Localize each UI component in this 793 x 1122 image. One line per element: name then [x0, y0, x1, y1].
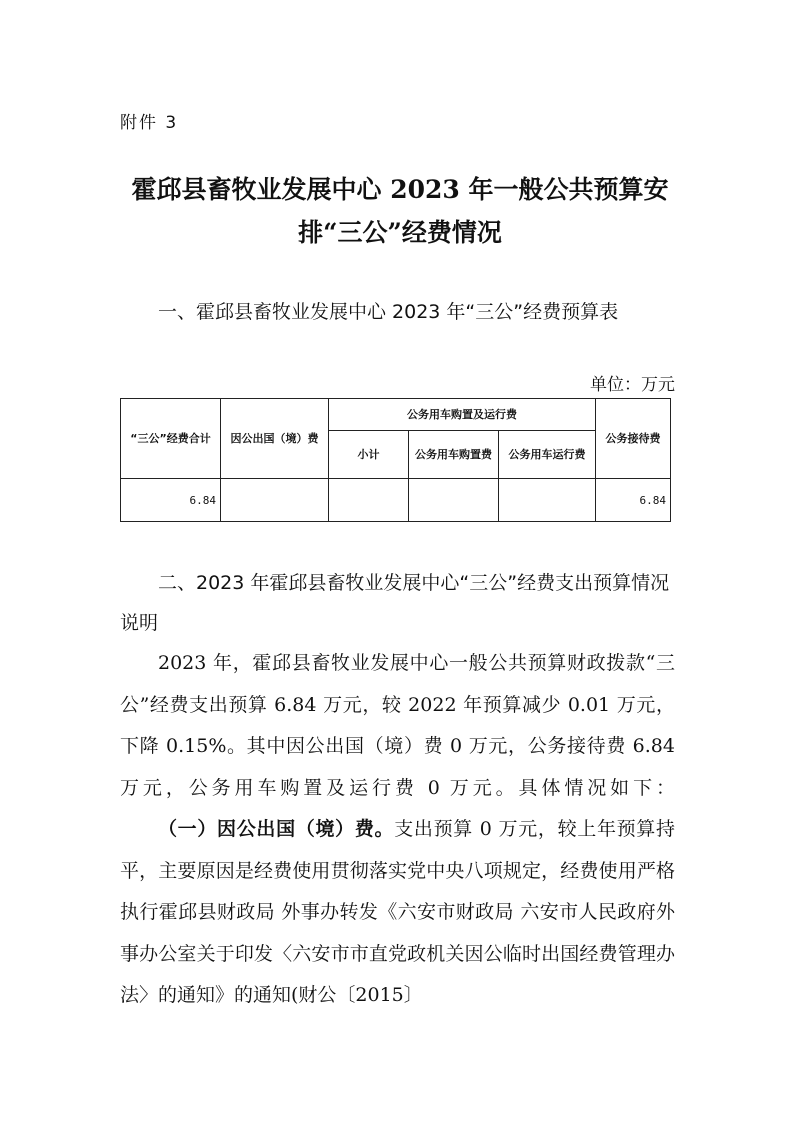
- header-reception: 公务接待费: [596, 399, 671, 479]
- paragraph-1: 2023 年，霍邱县畜牧业发展中心一般公共预算财政拨款“三公”经费支出预算 6.84 万元，较 2022 年预算减少 0.01 万元，下降 0.15%。其中因公出国（境）费 0 万元，公务接待费 6.84 万元，公务用车购置及运行费 0 万元。具体情况如下：: [120, 652, 675, 799]
- section1-heading: [120, 292, 675, 332]
- paragraph-2: [120, 809, 675, 1017]
- body-text: [120, 643, 675, 1017]
- header-total: “三公”经费合计: [121, 399, 221, 479]
- section1-heading-text: 一、霍邱县畜牧业发展中心 2023 年“三公”经费预算表: [158, 301, 619, 323]
- header-vehicle-purchase: 公务用车购置费: [409, 431, 499, 479]
- header-vehicle-group: 公务用车购置及运行费: [329, 399, 596, 431]
- cell-reception: 6.84: [596, 479, 671, 522]
- header-abroad: 因公出国（境）费: [221, 399, 329, 479]
- paragraph-2-text: 支出预算 0 万元，较上年预算持平，主要原因是经费使用贯彻落实党中央八项规定，经费使用严格执行霍邱县财政局 外事办转发《六安市财政局 六安市人民政府外事办公室关于印发〈六安市市直党政机关因公临时出国经费管理办法〉的通知》的通知(财公〔2015〕: [120, 818, 675, 1006]
- cell-vehicle-operation: [499, 479, 596, 522]
- cell-total: 6.84: [121, 479, 221, 522]
- document-title: 霍邱县畜牧业发展中心 2023 年一般公共预算安排“三公”经费情况: [131, 175, 669, 247]
- cell-subtotal: [329, 479, 409, 522]
- section2-heading-text: 二、2023 年霍邱县畜牧业发展中心“三公”经费支出预算情况说明: [120, 572, 670, 634]
- table-row: [121, 479, 671, 522]
- cell-vehicle-purchase: [409, 479, 499, 522]
- cell-abroad: [221, 479, 329, 522]
- budget-table: [120, 398, 671, 522]
- section2-heading: [120, 563, 675, 643]
- paragraph-2-heading: （一）因公出国（境）费。: [158, 818, 395, 840]
- attachment-label: 附件 3: [120, 113, 179, 133]
- table-header-row: [121, 399, 671, 431]
- unit-label: 单位：万元: [590, 375, 675, 395]
- header-subtotal: 小计: [329, 431, 409, 479]
- header-vehicle-operation: 公务用车运行费: [499, 431, 596, 479]
